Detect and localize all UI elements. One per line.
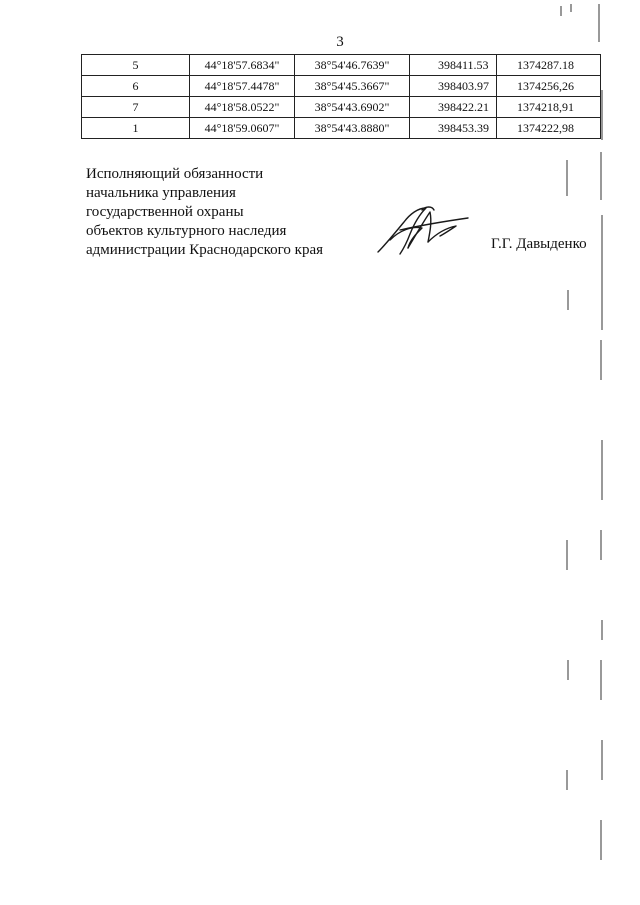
latitude-cell: 44°18'58.0522"	[190, 97, 295, 118]
longitude-cell: 38°54'46.7639"	[295, 55, 410, 76]
longitude-cell: 38°54'45.3667"	[295, 76, 410, 97]
y-coordinate-cell: 1374287.18	[497, 55, 601, 76]
coordinates-table	[81, 54, 601, 139]
scan-edge-marks	[545, 0, 640, 905]
longitude-cell: 38°54'43.6902"	[295, 97, 410, 118]
position-line: объектов культурного наследия	[86, 223, 287, 239]
point-number-cell: 1	[82, 118, 190, 139]
point-number-cell: 7	[82, 97, 190, 118]
table-row	[82, 76, 601, 97]
table-row	[82, 97, 601, 118]
x-coordinate-cell: 398422.21	[410, 97, 497, 118]
table-row	[82, 118, 601, 139]
position-line: Исполняющий обязанности	[86, 166, 264, 182]
latitude-cell: 44°18'57.4478"	[190, 76, 295, 97]
position-line: начальника управления	[86, 185, 236, 201]
signatory-name: Г.Г. Давыденко	[491, 236, 587, 252]
latitude-cell: 44°18'59.0607"	[190, 118, 295, 139]
table-row	[82, 55, 601, 76]
handwritten-signature-icon	[370, 200, 470, 258]
x-coordinate-cell: 398411.53	[410, 55, 497, 76]
y-coordinate-cell: 1374218,91	[497, 97, 601, 118]
y-coordinate-cell: 1374222,98	[497, 118, 601, 139]
x-coordinate-cell: 398403.97	[410, 76, 497, 97]
longitude-cell: 38°54'43.8880"	[295, 118, 410, 139]
position-line: государственной охраны	[86, 204, 244, 220]
point-number-cell: 6	[82, 76, 190, 97]
position-line: администрации Краснодарского края	[86, 242, 324, 258]
signatory-position	[86, 165, 323, 260]
latitude-cell: 44°18'57.6834"	[190, 55, 295, 76]
y-coordinate-cell: 1374256,26	[497, 76, 601, 97]
point-number-cell: 5	[82, 55, 190, 76]
page-number: 3	[336, 34, 344, 50]
x-coordinate-cell: 398453.39	[410, 118, 497, 139]
